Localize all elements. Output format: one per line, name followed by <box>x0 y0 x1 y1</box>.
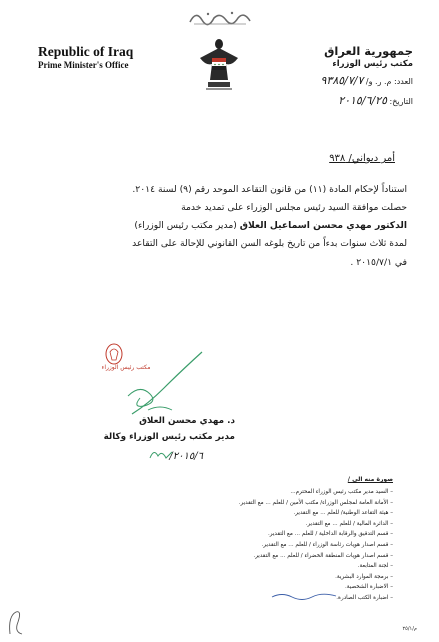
body-line-1: استناداً لإحكام المادة (١١) من قانون التقاعد الموحد رقم (٩) لسنة ٢٠١٤. <box>132 184 407 195</box>
english-subtitle: Prime Minister's Office <box>38 60 129 70</box>
list-item: – قسم التدقيق والرقابة الداخلية / للعلم ... مع التقدير. <box>239 529 393 540</box>
honoree-name: الدكتور مهدي محسن اسماعيل العلاق <box>239 220 407 231</box>
date-initials-scribble <box>148 446 174 466</box>
reference-number <box>321 74 414 87</box>
body-line-3 <box>47 219 407 233</box>
footer-reference: م/٢٥/١ <box>402 626 417 632</box>
date-value: ٢٠١٥/٦/٢٥ <box>338 94 387 107</box>
list-item: – لجنة المتابعة. <box>239 561 393 572</box>
body-line-2: حصلت موافقة السيد رئيس مجلس الوزراء على تمديد خدمة <box>181 202 407 213</box>
reference-label: العدد: م. ر. و/ <box>365 77 413 86</box>
arabic-subtitle: مكتب رئيس الوزراء <box>332 59 413 69</box>
list-item: – قسم اصدار هويات رئاسة الوزراء / للعلم ... مع التقدير. <box>239 540 393 551</box>
list-item: – برمجة الموارد البشرية. <box>239 572 393 583</box>
list-item: – الاضبارة الشخصية. <box>239 582 393 593</box>
reference-value: ٩٣٨٥/٧/٧ <box>320 74 364 87</box>
honoree-position: (مدير مكتب رئيس الوزراء) <box>134 220 237 231</box>
list-item: – اضبارة الكتب الصادرة. <box>239 593 393 604</box>
order-heading: أمر ديواني/ ٩٣٨ <box>329 153 395 164</box>
footer-initials-scribble <box>6 606 26 642</box>
list-item: – هيئة التقاعد الوطنية/ للعلم ... مع التقدير. <box>239 508 393 519</box>
list-item: – قسم اصدار هويات المنطقة الخضراء / للعلم ... مع التقدير. <box>239 551 393 562</box>
body-line-5: في ٢٠١٥/٧/١ . <box>350 257 407 268</box>
date-label: التاريخ: <box>389 97 413 106</box>
signatory-name: د. مهدي محسن العلاق <box>139 416 235 426</box>
distribution-heading: صورة منه الى / <box>347 476 393 483</box>
english-title: Republic of Iraq <box>38 44 134 59</box>
arabic-title: جمهورية العراق <box>324 44 413 58</box>
body-line-4: لمدة ثلاث سنوات بدءاً من تاريخ بلوغه السن القانوني للإحالة على التقاعد <box>132 238 407 249</box>
document-date <box>338 94 413 107</box>
list-item: – الدائرة المالية / للعلم ... مع التقدير. <box>239 519 393 530</box>
signature-date: ٢٠١٥/٦/ <box>169 451 203 462</box>
signatory-title: مدير مكتب رئيس الوزراء وكالة <box>103 432 235 442</box>
stamp-text: مكتب رئيس الوزراء <box>101 364 151 371</box>
list-item: – السيد مدير مكتب رئيس الوزراء المحترم... <box>239 487 393 498</box>
calligraphy-banner <box>188 8 252 30</box>
list-item: – الأمانة العامة لمجلس الوزراء/ مكتب الأمين / للعلم ... مع التقدير. <box>239 498 393 509</box>
blue-ink-mark <box>270 586 340 605</box>
iraq-eagle-emblem-icon <box>196 36 242 98</box>
